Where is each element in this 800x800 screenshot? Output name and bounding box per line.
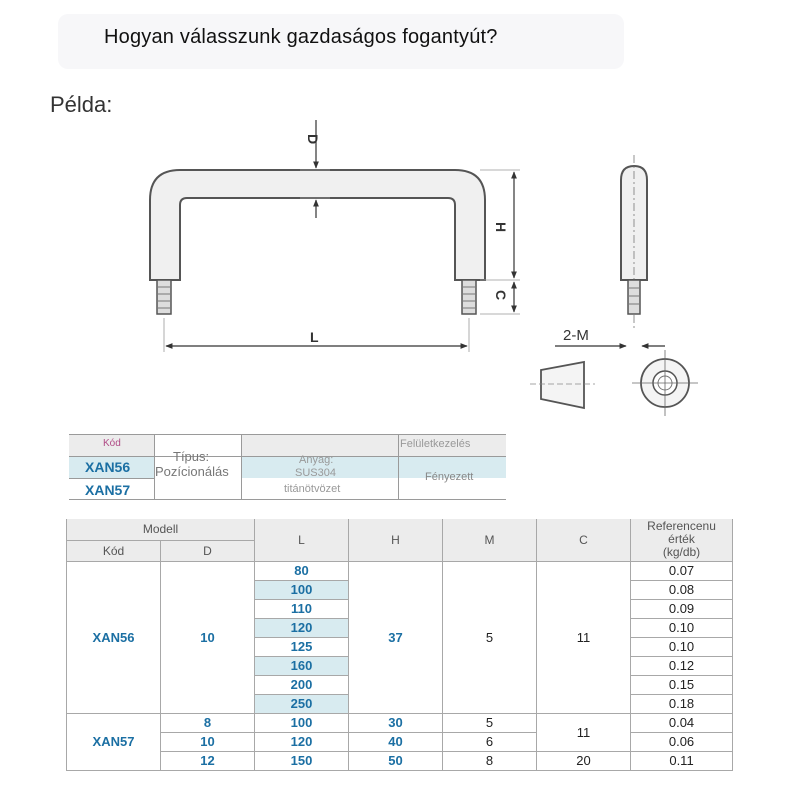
l-cell: 200 (255, 675, 349, 694)
d-cell: 8 (161, 713, 255, 732)
page-title: Hogyan válasszunk gazdaságos fogantyút? (104, 26, 498, 48)
end-view-circle (632, 350, 698, 416)
material-label: Anyag: (299, 454, 334, 466)
header-h: H (349, 519, 443, 561)
l-cell: 110 (255, 599, 349, 618)
code-xan57: XAN57 (85, 482, 131, 498)
ref-cell: 0.11 (631, 751, 733, 770)
l-cell: 150 (255, 751, 349, 770)
dim-l-label: L (310, 329, 319, 345)
ref-cell: 0.10 (631, 618, 733, 637)
dim-d-label: D (305, 134, 321, 145)
dim-c-label: C (493, 290, 509, 301)
ref-cell: 0.08 (631, 580, 733, 599)
table-row (67, 713, 733, 732)
d-cell: 12 (161, 751, 255, 770)
l-cell: 80 (255, 561, 349, 580)
ref-cell: 0.09 (631, 599, 733, 618)
xan57-c-shared: 11 (537, 713, 631, 751)
spec-table (66, 519, 733, 771)
xan56-d: 10 (161, 561, 255, 713)
type-value: Pozícionálás (155, 464, 229, 479)
header-model: Modell (67, 519, 255, 540)
l-cell: 100 (255, 580, 349, 599)
header-ref (631, 519, 733, 561)
dim-h-label: H (493, 222, 509, 233)
surface-label: Felületkezelés (400, 438, 471, 450)
ref-cell: 0.12 (631, 656, 733, 675)
ref-cell: 0.10 (631, 637, 733, 656)
l-cell: 125 (255, 637, 349, 656)
m-cell: 8 (443, 751, 537, 770)
tapered-section-view (530, 362, 595, 408)
header-m: M (443, 519, 537, 561)
d-cell: 10 (161, 732, 255, 751)
handle-front-view (150, 170, 485, 314)
l-cell: 120 (255, 618, 349, 637)
table-header-row (67, 519, 733, 540)
header-c: C (537, 519, 631, 561)
type-table (69, 434, 506, 500)
header-ref-line2: érték (668, 532, 695, 547)
header-ref-line1: Referencenu (647, 519, 716, 534)
l-cell: 100 (255, 713, 349, 732)
xan56-code: XAN56 (67, 561, 161, 713)
c-cell: 20 (537, 751, 631, 770)
header-kod: Kód (67, 540, 161, 561)
xan57-code: XAN57 (67, 713, 161, 770)
dim-2m-label: 2-M (563, 327, 589, 344)
xan56-m: 5 (443, 561, 537, 713)
h-cell: 50 (349, 751, 443, 770)
table-row (67, 751, 733, 770)
table-row (67, 732, 733, 751)
ref-cell: 0.07 (631, 561, 733, 580)
xan56-h: 37 (349, 561, 443, 713)
l-cell: 120 (255, 732, 349, 751)
header-ref-line3: (kg/db) (662, 545, 701, 560)
h-cell: 40 (349, 732, 443, 751)
ref-cell: 0.15 (631, 675, 733, 694)
header-d: D (161, 540, 255, 561)
l-cell: 160 (255, 656, 349, 675)
surface-value: Fényezett (425, 471, 474, 483)
handle-side-view (621, 155, 647, 330)
table-row (67, 561, 733, 580)
ref-cell: 0.18 (631, 694, 733, 713)
ref-cell: 0.04 (631, 713, 733, 732)
m-cell: 6 (443, 732, 537, 751)
material-value: SUS304 (295, 467, 336, 479)
type-label: Típus: (173, 449, 210, 464)
l-cell: 250 (255, 694, 349, 713)
code-xan56: XAN56 (85, 459, 131, 475)
kod-label: Kód (103, 438, 121, 449)
material-value-2: titánötvözet (284, 483, 341, 495)
header-l: L (255, 519, 349, 561)
ref-cell: 0.06 (631, 732, 733, 751)
m-cell: 5 (443, 713, 537, 732)
h-cell: 30 (349, 713, 443, 732)
example-label: Példa: (50, 92, 113, 117)
xan56-c: 11 (537, 561, 631, 713)
